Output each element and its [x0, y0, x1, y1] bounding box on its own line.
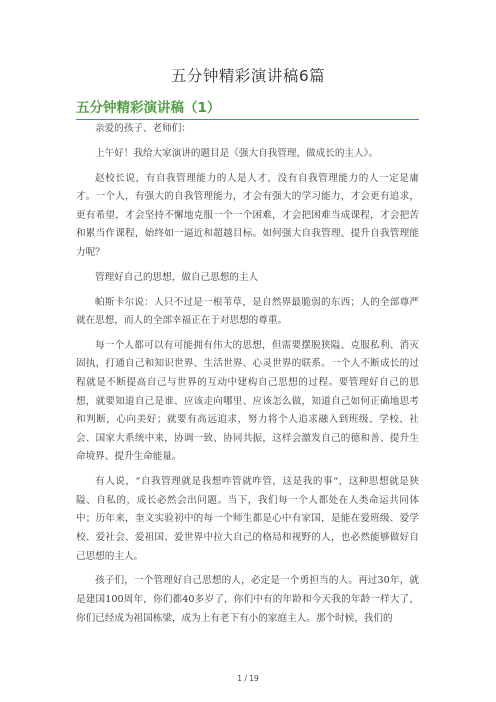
paragraph: 每一个人都可以有可能拥有伟大的思想，但需要摆脱狭隘、克服私利、消灭固执，打通自己和知识世界、生活世界、心灵世界的联系。一个人不断成长的过程就是不断提高自己与世界的互动中建构自己思想的过程。要管理好自己的思想，就要知道自己是谁、应该走向哪里、应该怎么做，知道自己如何正确地思考和判断，心向美好；就要有高远追求，努力将个人追求融入到班级、学校、社会、国家大系统中来，协调一致、协同共振，这样会激发自己的德和善、提升生命境界、提升生命能量。: [76, 339, 419, 463]
paragraph: 赵校长说，有自我管理能力的人是人才，没有自我管理能力的人一定是庸才。一个人，有强大的自我管理能力，才会有强大的学习能力，才会更有追求，更有希望，才会坚持不懈地克服一个一个困难，才会把困难当成课程，才会把苦和累当作课程，始终如一逼近和超越目标。如何强大自我管理、提升自我管理能力呢？: [76, 172, 419, 258]
document-body: [76, 120, 419, 634]
document-title: 五分钟精彩演讲稿6篇: [170, 67, 326, 85]
paragraph: 有人说，“自我管理就是我想咋管就咋管，这是我的事“，这种思想就是狭隘、自私的，成长必然会出问题。当下，我们每一个人都处在人类命运共同体中；历年来，奎文实验初中的每一个师生都是心中有家国，是能在爱班级、爱学校、爱社会、爱祖国、爱世界中拉大自己的格局和视野的人，也必然能够做好自己思想的主人。: [76, 476, 419, 562]
paragraph-greeting: 亲爱的孩子、老师们：: [95, 123, 191, 134]
paragraph: 孩子们，一个管理好自己思想的人，必定是一个勇担当的人。再过30年，就是建国100周年，你们都40多岁了，你们中有的年龄和今天我的年龄一样大了，你们已经成为祖国栋梁，成为上有老下有小的家庭主人。那个时候，我们的: [76, 575, 419, 624]
paragraph-subheading: 管理好自己的思想，做自己思想的主人: [95, 271, 259, 283]
section-heading: 五分钟精彩演讲稿（1）: [76, 96, 419, 120]
paragraph: 帕斯卡尔说：人只不过是一根苇草，是自然界最脆弱的东西；人的全部尊严就在思想，而人的全部幸福正在于对思想的尊重。: [76, 296, 419, 327]
paragraph-topic: 上午好！我给大家演讲的题目是《强大自我管理，做成长的主人》。: [95, 147, 379, 159]
page-number: 1 / 19: [237, 674, 259, 683]
